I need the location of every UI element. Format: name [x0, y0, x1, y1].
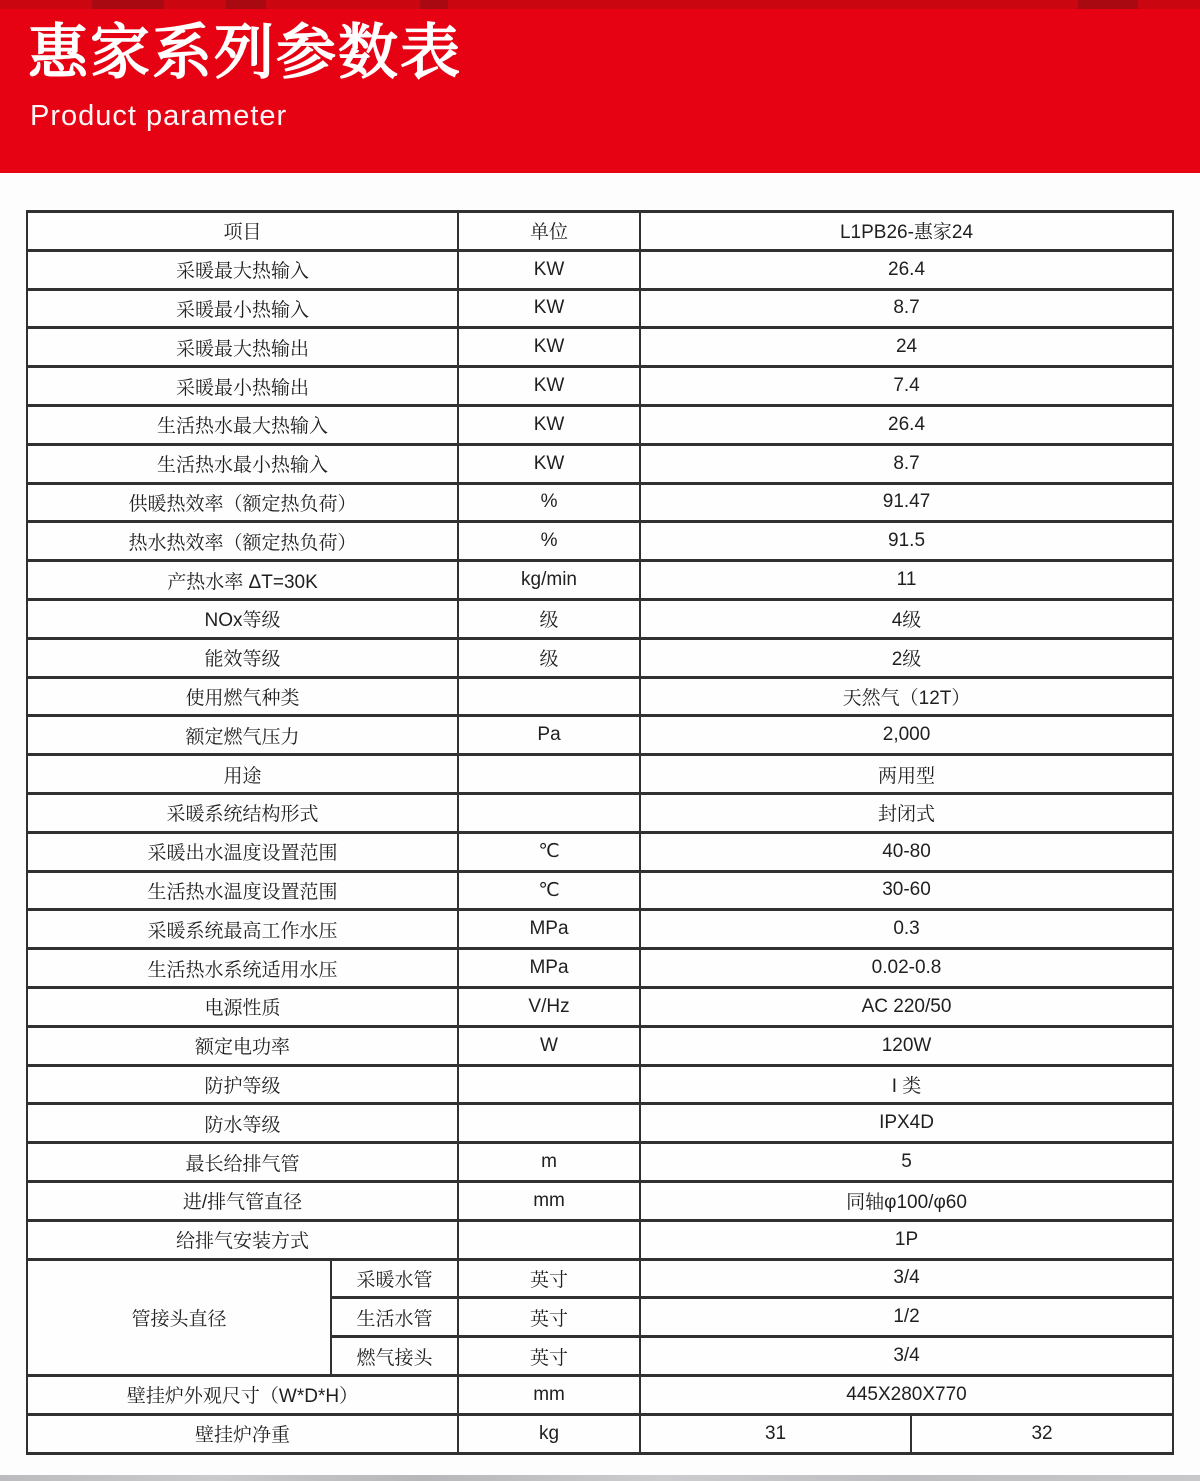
unit-cell: Pa — [458, 716, 640, 755]
table-row — [27, 755, 1173, 794]
table-row — [27, 250, 1173, 289]
param-label-cell: 额定燃气压力 — [27, 716, 458, 755]
param-label-cell: 防护等级 — [27, 1065, 458, 1104]
table-row — [27, 1104, 1173, 1143]
parameter-table-container — [26, 210, 1172, 1455]
param-label-cell: 采暖最大热输出 — [27, 328, 458, 367]
table-row — [27, 1065, 1173, 1104]
table-row — [27, 871, 1173, 910]
value-cell: 91.5 — [640, 522, 1173, 561]
value-cell: 30-60 — [640, 871, 1173, 910]
param-label-cell: 生活热水温度设置范围 — [27, 871, 458, 910]
table-row-pipe-group — [27, 1259, 1173, 1298]
value-cell: 445X280X770 — [640, 1375, 1173, 1414]
value-cell: 11 — [640, 561, 1173, 600]
unit-cell: 级 — [458, 599, 640, 638]
unit-cell: ℃ — [458, 832, 640, 871]
value-cell: 5 — [640, 1143, 1173, 1182]
unit-cell: % — [458, 483, 640, 522]
param-label-cell: 采暖最小热输入 — [27, 289, 458, 328]
table-row — [27, 677, 1173, 716]
unit-cell: mm — [458, 1181, 640, 1220]
param-label-cell: 生活热水最大热输入 — [27, 405, 458, 444]
value-cell: 0.02-0.8 — [640, 949, 1173, 988]
table-row — [27, 1143, 1173, 1182]
table-row — [27, 638, 1173, 677]
param-label-cell: 供暖热效率（额定热负荷） — [27, 483, 458, 522]
unit-cell: MPa — [458, 949, 640, 988]
unit-cell: kg — [458, 1414, 640, 1453]
pipe-sub-label-cell: 生活水管 — [331, 1298, 458, 1337]
table-row — [27, 328, 1173, 367]
table-row — [27, 987, 1173, 1026]
value-cell: 8.7 — [640, 444, 1173, 483]
param-label-cell: 使用燃气种类 — [27, 677, 458, 716]
param-label-cell: 壁挂炉净重 — [27, 1414, 458, 1453]
value-cell: 同轴φ100/φ60 — [640, 1181, 1173, 1220]
pipe-sub-label-cell: 采暖水管 — [331, 1259, 458, 1298]
value-cell: IPX4D — [640, 1104, 1173, 1143]
unit-cell — [458, 1220, 640, 1259]
unit-cell: KW — [458, 367, 640, 406]
table-row-weight — [27, 1414, 1173, 1453]
value-cell: 1P — [640, 1220, 1173, 1259]
value-cell-weight-a: 31 — [640, 1414, 911, 1453]
unit-cell: ℃ — [458, 871, 640, 910]
value-cell: 1/2 — [640, 1298, 1173, 1337]
param-label-cell: 采暖出水温度设置范围 — [27, 832, 458, 871]
value-cell: 天然气（12T） — [640, 677, 1173, 716]
param-label-cell: 给排气安装方式 — [27, 1220, 458, 1259]
table-row — [27, 793, 1173, 832]
param-label-cell: 产热水率 ΔT=30K — [27, 561, 458, 600]
param-label-cell: 额定电功率 — [27, 1026, 458, 1065]
value-cell: 4级 — [640, 599, 1173, 638]
value-cell: 两用型 — [640, 755, 1173, 794]
parameter-table — [26, 210, 1174, 1455]
unit-cell — [458, 1065, 640, 1104]
unit-cell: KW — [458, 289, 640, 328]
page-title: 惠家系列参数表 — [28, 19, 462, 86]
unit-cell: KW — [458, 328, 640, 367]
unit-cell: 英寸 — [458, 1337, 640, 1376]
unit-cell: 英寸 — [458, 1298, 640, 1337]
page-subtitle: Product parameter — [30, 100, 288, 132]
table-row — [27, 1375, 1173, 1414]
table-row — [27, 716, 1173, 755]
pipe-sub-label-cell: 燃气接头 — [331, 1337, 458, 1376]
param-label-cell: 电源性质 — [27, 987, 458, 1026]
table-row — [27, 599, 1173, 638]
param-label-cell: 热水热效率（额定热负荷） — [27, 522, 458, 561]
param-label-cell: 能效等级 — [27, 638, 458, 677]
header-banner — [0, 0, 1200, 173]
value-cell: 26.4 — [640, 405, 1173, 444]
param-label-cell: 采暖系统最高工作水压 — [27, 910, 458, 949]
unit-cell: m — [458, 1143, 640, 1182]
column-header-item: 项目 — [27, 212, 458, 251]
param-label-cell: 用途 — [27, 755, 458, 794]
table-row — [27, 367, 1173, 406]
table-row — [27, 444, 1173, 483]
table-row — [27, 832, 1173, 871]
table-header-row — [27, 212, 1173, 251]
unit-cell — [458, 1104, 640, 1143]
value-cell: 24 — [640, 328, 1173, 367]
table-row — [27, 1026, 1173, 1065]
table-row — [27, 561, 1173, 600]
param-label-cell: 最长给排气管 — [27, 1143, 458, 1182]
param-label-cell: NOx等级 — [27, 599, 458, 638]
value-cell: 2级 — [640, 638, 1173, 677]
unit-cell: W — [458, 1026, 640, 1065]
table-row — [27, 522, 1173, 561]
value-cell: 0.3 — [640, 910, 1173, 949]
unit-cell: V/Hz — [458, 987, 640, 1026]
value-cell: I 类 — [640, 1065, 1173, 1104]
value-cell: 91.47 — [640, 483, 1173, 522]
column-header-model: L1PB26-惠家24 — [640, 212, 1173, 251]
table-row — [27, 483, 1173, 522]
param-label-cell: 生活热水系统适用水压 — [27, 949, 458, 988]
table-row — [27, 910, 1173, 949]
table-row — [27, 405, 1173, 444]
param-label-cell: 生活热水最小热输入 — [27, 444, 458, 483]
param-label-cell: 壁挂炉外观尺寸（W*D*H） — [27, 1375, 458, 1414]
unit-cell — [458, 755, 640, 794]
table-row — [27, 949, 1173, 988]
param-label-cell: 进/排气管直径 — [27, 1181, 458, 1220]
value-cell: 8.7 — [640, 289, 1173, 328]
unit-cell: 级 — [458, 638, 640, 677]
value-cell-weight-b: 32 — [911, 1414, 1173, 1453]
param-label-cell: 采暖最大热输入 — [27, 250, 458, 289]
unit-cell: kg/min — [458, 561, 640, 600]
column-header-unit: 单位 — [458, 212, 640, 251]
value-cell: 2,000 — [640, 716, 1173, 755]
unit-cell: KW — [458, 405, 640, 444]
cropped-content-artifact — [226, 0, 266, 9]
cropped-top-strip — [0, 0, 1200, 9]
value-cell: 26.4 — [640, 250, 1173, 289]
pipe-group-label-cell: 管接头直径 — [27, 1259, 331, 1375]
table-row — [27, 289, 1173, 328]
cropped-content-artifact — [1078, 0, 1138, 9]
cropped-bottom-strip — [0, 1475, 1200, 1481]
value-cell: 40-80 — [640, 832, 1173, 871]
cropped-content-artifact — [420, 0, 448, 9]
param-label-cell: 防水等级 — [27, 1104, 458, 1143]
unit-cell: mm — [458, 1375, 640, 1414]
unit-cell: KW — [458, 250, 640, 289]
unit-cell: KW — [458, 444, 640, 483]
unit-cell: MPa — [458, 910, 640, 949]
param-label-cell: 采暖最小热输出 — [27, 367, 458, 406]
cropped-content-artifact — [92, 0, 164, 9]
value-cell: 3/4 — [640, 1337, 1173, 1376]
unit-cell — [458, 793, 640, 832]
value-cell: 120W — [640, 1026, 1173, 1065]
table-row — [27, 1220, 1173, 1259]
table-row — [27, 1181, 1173, 1220]
unit-cell: % — [458, 522, 640, 561]
param-label-cell: 采暖系统结构形式 — [27, 793, 458, 832]
value-cell: 3/4 — [640, 1259, 1173, 1298]
unit-cell — [458, 677, 640, 716]
value-cell: 7.4 — [640, 367, 1173, 406]
value-cell: AC 220/50 — [640, 987, 1173, 1026]
value-cell: 封闭式 — [640, 793, 1173, 832]
unit-cell: 英寸 — [458, 1259, 640, 1298]
